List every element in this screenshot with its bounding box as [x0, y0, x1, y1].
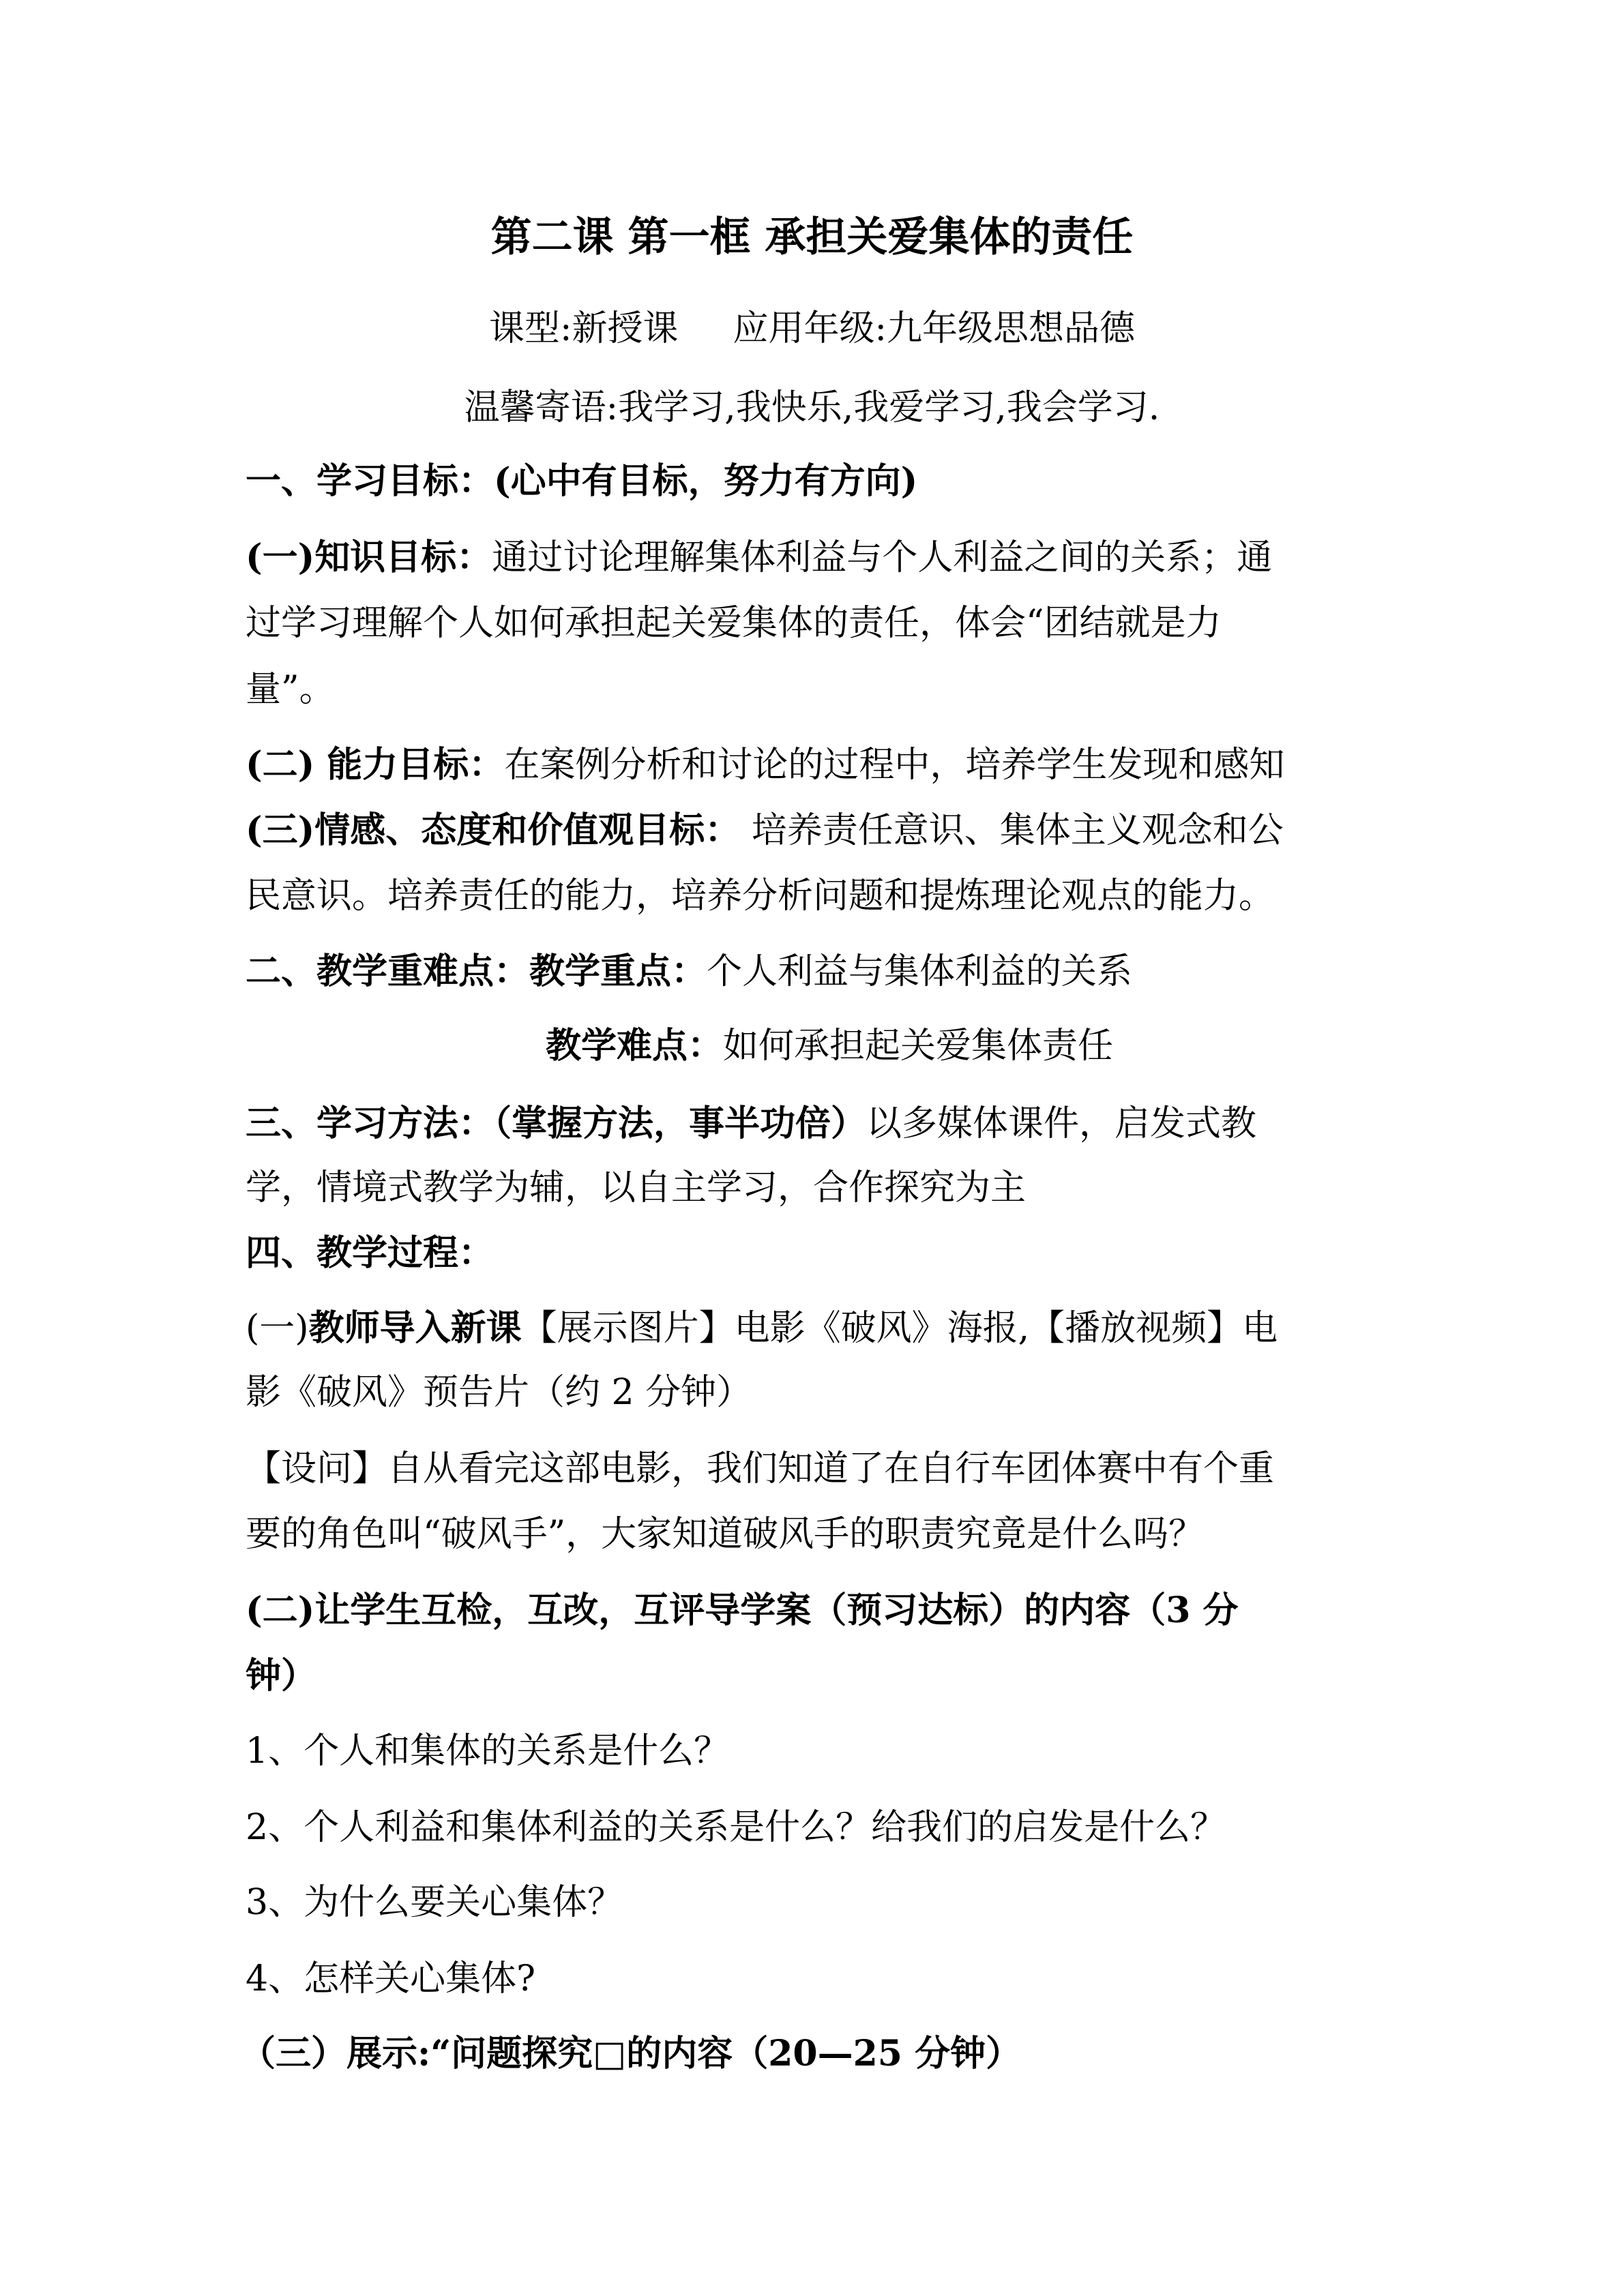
- emotion-goal-label: (三)情感、态度和价值观目标：: [246, 809, 741, 851]
- key-point-label: 教学重点：: [529, 951, 707, 992]
- intro-line-2: 影《破风》预告片（约 2 分钟）: [246, 1372, 752, 1413]
- page-title: 第二课 第一框 承担关爱集体的责任: [490, 213, 1134, 261]
- motto: 温馨寄语:我学习,我快乐,我爱学习,我会学习.: [464, 387, 1160, 428]
- knowledge-goal-label: (一)知识目标：: [246, 537, 492, 578]
- intro-line-1: (一)教师导入新课【展示图片】电影《破风》海报,【播放视频】电: [246, 1307, 1278, 1349]
- section-2-heading: 二、教学重难点：: [246, 951, 530, 992]
- course-type: 课型:新授课: [488, 308, 679, 349]
- section-3-line-2: 学，情境式教学为辅，以自主学习，合作探究为主: [246, 1167, 1027, 1208]
- list-item: 2、个人利益和集体利益的关系是什么？给我们的启发是什么？: [246, 1807, 1226, 1848]
- section-1-heading: 一、学习目标：(心中有目标，努力有方向): [246, 460, 918, 502]
- ability-goal-label: (二) 能力目标：: [246, 744, 505, 786]
- section-3-line-1: 三、学习方法：（掌握方法，事半功倍）以多媒体课件，启发式教: [246, 1103, 1257, 1144]
- difficulty-label: 教学难点：: [546, 1025, 724, 1067]
- list-item: 1、个人和集体的关系是什么？: [246, 1731, 730, 1772]
- list-item: 3、为什么要关心集体？: [246, 1882, 623, 1923]
- intro-label: 教师导入新课: [308, 1307, 522, 1349]
- peer-review-line-1: (二)让学生互检，互改，互评导学案（预习达标）的内容（3 分: [246, 1590, 1239, 1631]
- meta-line: [0, 308, 1624, 349]
- grade-level: 应用年级:九年级思想品德: [733, 308, 1136, 349]
- key-point-text: 个人利益与集体利益的关系: [707, 951, 1133, 992]
- knowledge-goal-line-3: 量”。: [246, 669, 335, 710]
- emotion-goal-line-1: (三)情感、态度和价值观目标： 培养责任意识、集体主义观念和公: [246, 809, 1284, 851]
- question-line-1: 【设问】自从看完这部电影，我们知道了在自行车团体赛中有个重: [246, 1448, 1275, 1489]
- section-3-heading: 三、学习方法：（掌握方法，事半功倍）: [246, 1103, 867, 1144]
- knowledge-goal-line-1: (一)知识目标：通过讨论理解集体利益与个人利益之间的关系；通: [246, 537, 1273, 578]
- difficulty-line: [546, 1025, 1114, 1067]
- ability-goal-line: (二) 能力目标：在案例分析和讨论的过程中，培养学生发现和感知: [246, 744, 1285, 786]
- emotion-goal-line-2: 民意识。培养责任的能力，培养分析问题和提炼理论观点的能力。: [246, 876, 1275, 916]
- section-4-heading: 四、教学过程：: [246, 1232, 494, 1274]
- section-2-line: [246, 951, 1133, 992]
- knowledge-goal-line-2: 过学习理解个人如何承担起关爱集体的责任，体会“团结就是力: [246, 603, 1222, 644]
- difficulty-text: 如何承担起关爱集体责任: [723, 1026, 1114, 1067]
- question-line-2: 要的角色叫“破风手”，大家知道破风手的职责究竟是什么吗？: [246, 1514, 1205, 1555]
- list-item: 4、怎样关心集体?: [246, 1958, 535, 1999]
- display-section-line: （三）展示:“问题探究□的内容（20—25 分钟）: [240, 2033, 1022, 2074]
- peer-review-line-2: 钟）: [246, 1655, 317, 1697]
